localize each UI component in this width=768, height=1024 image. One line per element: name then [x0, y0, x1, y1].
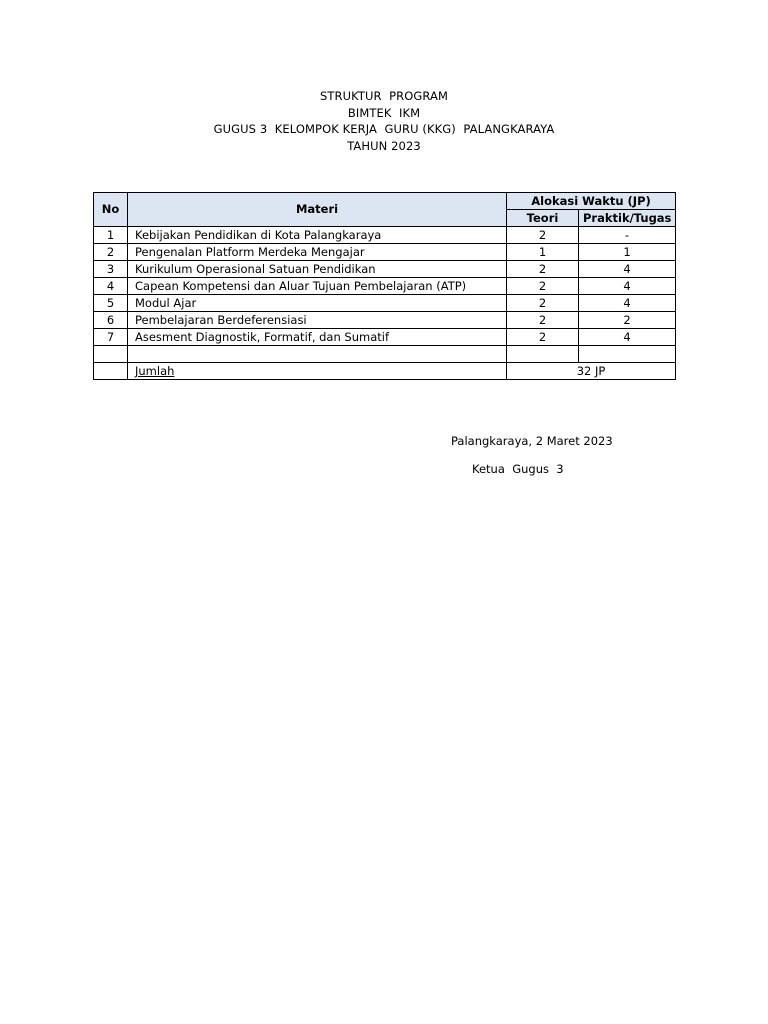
empty-cell: [579, 346, 676, 363]
row-materi: Asesment Diagnostik, Formatif, dan Sumatif: [128, 329, 507, 346]
row-teori: 1: [507, 244, 579, 261]
heading-organization: GUGUS 3 KELOMPOK KERJA GURU (KKG) PALANGKARAYA: [213, 122, 555, 136]
row-praktik: 4: [579, 329, 676, 346]
row-teori: 2: [507, 278, 579, 295]
signature-role: Ketua Gugus 3: [472, 462, 564, 476]
row-materi: Pengenalan Platform Merdeka Mengajar: [128, 244, 507, 261]
program-table: [93, 192, 676, 380]
table-row: [94, 278, 676, 295]
row-materi: Kurikulum Operasional Satuan Pendidikan: [128, 261, 507, 278]
header-teori: Teori: [507, 210, 579, 227]
row-praktik: 4: [579, 295, 676, 312]
table-row: [94, 329, 676, 346]
table-header-row: [94, 193, 676, 210]
row-no: 4: [94, 278, 128, 295]
row-materi: Capean Kompetensi dan Aluar Tujuan Pembelajaran (ATP): [128, 278, 507, 295]
table-row: [94, 312, 676, 329]
row-praktik: 1: [579, 244, 676, 261]
row-no: 7: [94, 329, 128, 346]
row-teori: 2: [507, 329, 579, 346]
signature-place-date: Palangkaraya, 2 Maret 2023: [451, 434, 613, 448]
empty-cell: [128, 346, 507, 363]
row-praktik: -: [579, 227, 676, 244]
empty-cell: [94, 346, 128, 363]
row-praktik: 2: [579, 312, 676, 329]
row-teori: 2: [507, 261, 579, 278]
table-total-row: [94, 363, 676, 380]
row-materi: Modul Ajar: [128, 295, 507, 312]
row-teori: 2: [507, 227, 579, 244]
header-no: No: [94, 193, 128, 227]
empty-cell: [94, 363, 128, 380]
header-praktik: Praktik/Tugas: [579, 210, 676, 227]
table-row: [94, 227, 676, 244]
row-no: 1: [94, 227, 128, 244]
document-heading: [0, 88, 768, 154]
empty-cell: [507, 346, 579, 363]
total-value: 32 JP: [507, 363, 676, 380]
row-materi: Kebijakan Pendidikan di Kota Palangkaraya: [128, 227, 507, 244]
table-empty-row: [94, 346, 676, 363]
row-teori: 2: [507, 312, 579, 329]
header-materi: Materi: [128, 193, 507, 227]
row-praktik: 4: [579, 278, 676, 295]
row-teori: 2: [507, 295, 579, 312]
heading-year: TAHUN 2023: [347, 138, 421, 153]
row-materi: Pembelajaran Berdeferensiasi: [128, 312, 507, 329]
header-alokasi-waktu: Alokasi Waktu (JP): [507, 193, 676, 210]
row-praktik: 4: [579, 261, 676, 278]
heading-title: STRUKTUR PROGRAM: [319, 89, 449, 103]
row-no: 2: [94, 244, 128, 261]
table-row: [94, 244, 676, 261]
heading-subtitle: BIMTEK IKM: [347, 105, 421, 120]
row-no: 3: [94, 261, 128, 278]
row-no: 6: [94, 312, 128, 329]
table-row: [94, 295, 676, 312]
table-row: [94, 261, 676, 278]
row-no: 5: [94, 295, 128, 312]
total-label: Jumlah: [128, 363, 507, 380]
